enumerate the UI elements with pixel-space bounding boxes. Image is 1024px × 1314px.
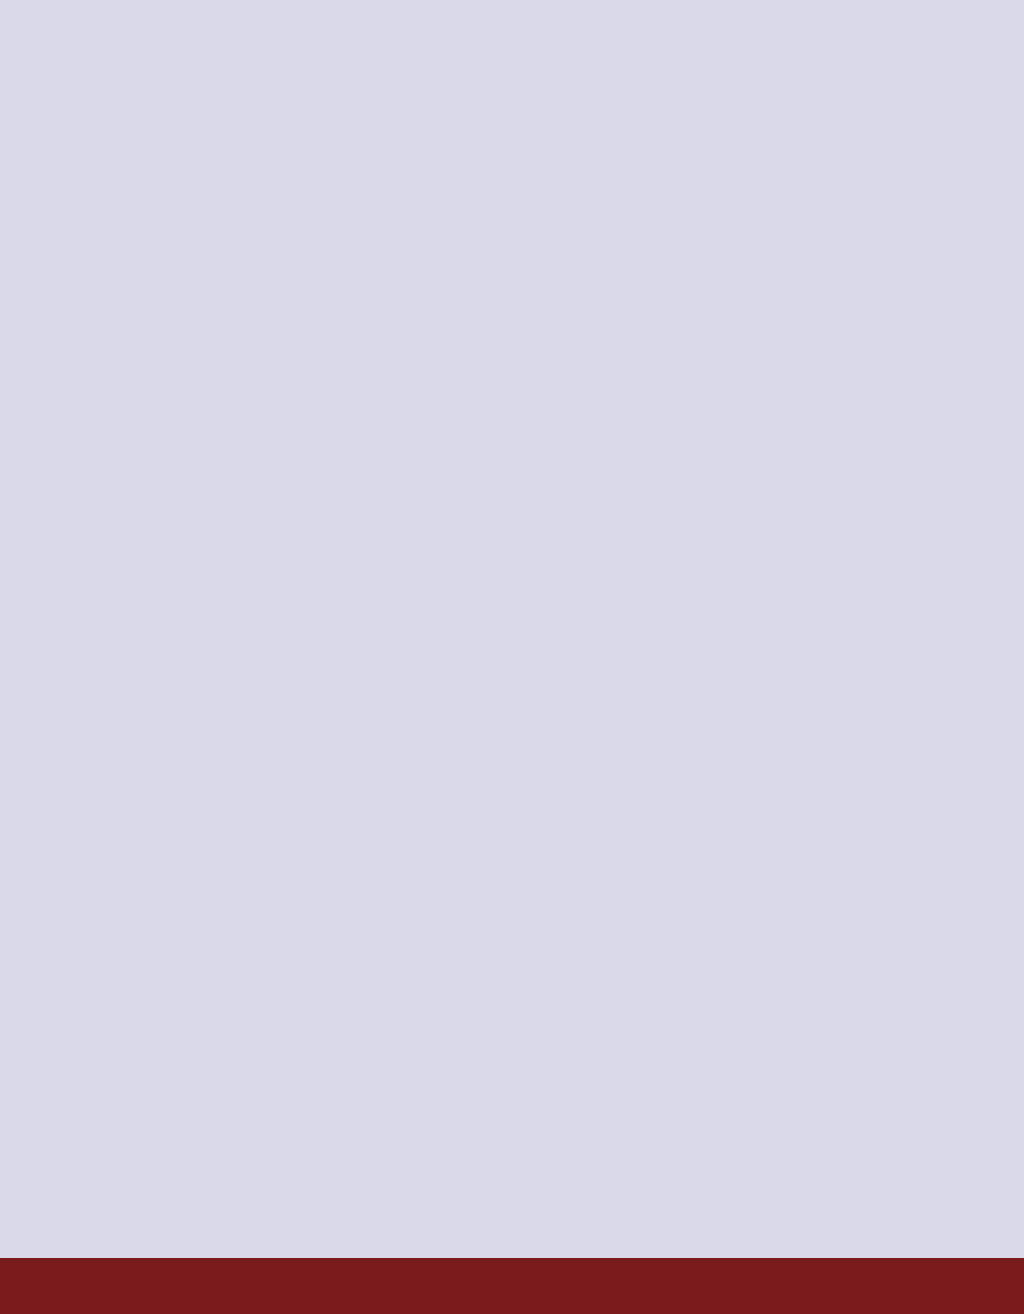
consent-decrees — [30, 47, 989, 63]
document-body — [30, 31, 989, 64]
consent-title — [30, 47, 989, 63]
footer — [0, 1258, 1024, 1314]
